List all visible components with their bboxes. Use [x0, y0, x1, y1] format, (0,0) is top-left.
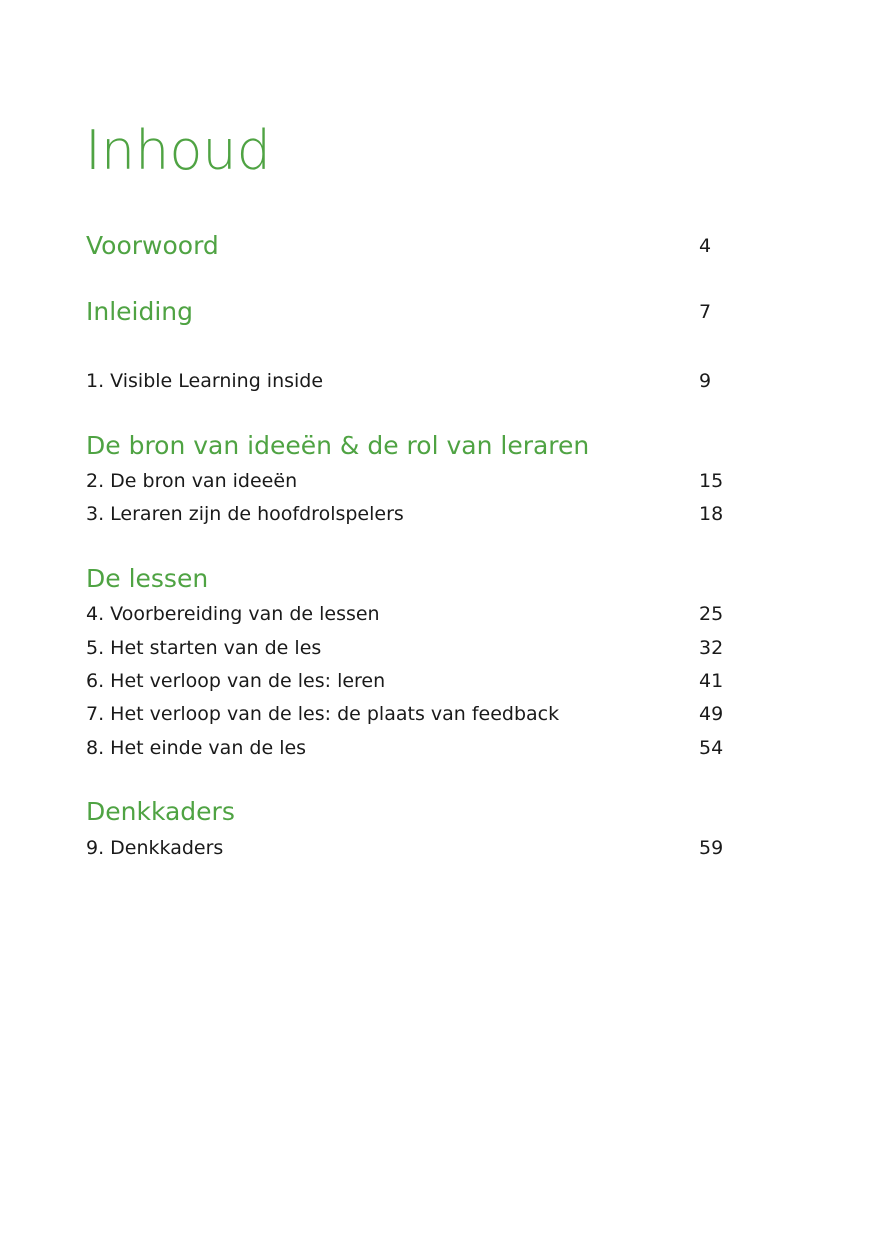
toc-entry-chapter-4[interactable]	[86, 602, 726, 632]
part-heading-denkkaders[interactable]: Denkkaders	[86, 797, 235, 826]
toc-entry-page: 54	[699, 737, 724, 759]
toc-entry-page: 9	[699, 370, 712, 392]
toc-entry-inleiding[interactable]	[86, 297, 726, 327]
toc-entry-chapter-2[interactable]	[86, 469, 726, 499]
toc-entry-chapter-3[interactable]	[86, 502, 726, 532]
toc-entry-label: 4. Voorbereiding van de lessen	[86, 603, 380, 625]
toc-entry-page: 7	[699, 301, 712, 323]
toc-entry-chapter-1[interactable]	[86, 369, 726, 399]
toc-entry-label: 1. Visible Learning inside	[86, 370, 324, 392]
toc-entry-label: Voorwoord	[86, 231, 219, 260]
toc-entry-chapter-6[interactable]	[86, 669, 726, 699]
toc-entry-label: 5. Het starten van de les	[86, 637, 322, 659]
toc-entry-voorwoord[interactable]	[86, 231, 726, 261]
toc-entry-label: 7. Het verloop van de les: de plaats van feedback	[86, 703, 560, 725]
toc-entry-page: 15	[699, 470, 724, 492]
toc-entry-label: Inleiding	[86, 297, 194, 326]
toc-entry-page: 41	[699, 670, 724, 692]
toc-entry-label: 2. De bron van ideeën	[86, 470, 298, 492]
toc-entry-page: 25	[699, 603, 724, 625]
part-heading-bron-van-ideeen[interactable]: De bron van ideeën & de rol van leraren	[86, 431, 590, 460]
toc-entry-label: 8. Het einde van de les	[86, 737, 307, 759]
toc-entry-page: 4	[699, 235, 712, 257]
toc-entry-page: 18	[699, 503, 724, 525]
part-heading-de-lessen[interactable]: De lessen	[86, 564, 209, 593]
toc-entry-page: 59	[699, 837, 724, 859]
toc-entry-chapter-8[interactable]	[86, 736, 726, 766]
toc-entry-chapter-7[interactable]	[86, 702, 726, 732]
toc-entry-label: 9. Denkkaders	[86, 837, 224, 859]
page-title: Inhoud	[85, 119, 271, 182]
toc-entry-label: 6. Het verloop van de les: leren	[86, 670, 386, 692]
toc-entry-page: 32	[699, 637, 724, 659]
toc-entry-chapter-5[interactable]	[86, 636, 726, 666]
toc-entry-chapter-9[interactable]	[86, 836, 726, 866]
toc-entry-label: 3. Leraren zijn de hoofdrolspelers	[86, 503, 404, 525]
toc-entry-page: 49	[699, 703, 724, 725]
